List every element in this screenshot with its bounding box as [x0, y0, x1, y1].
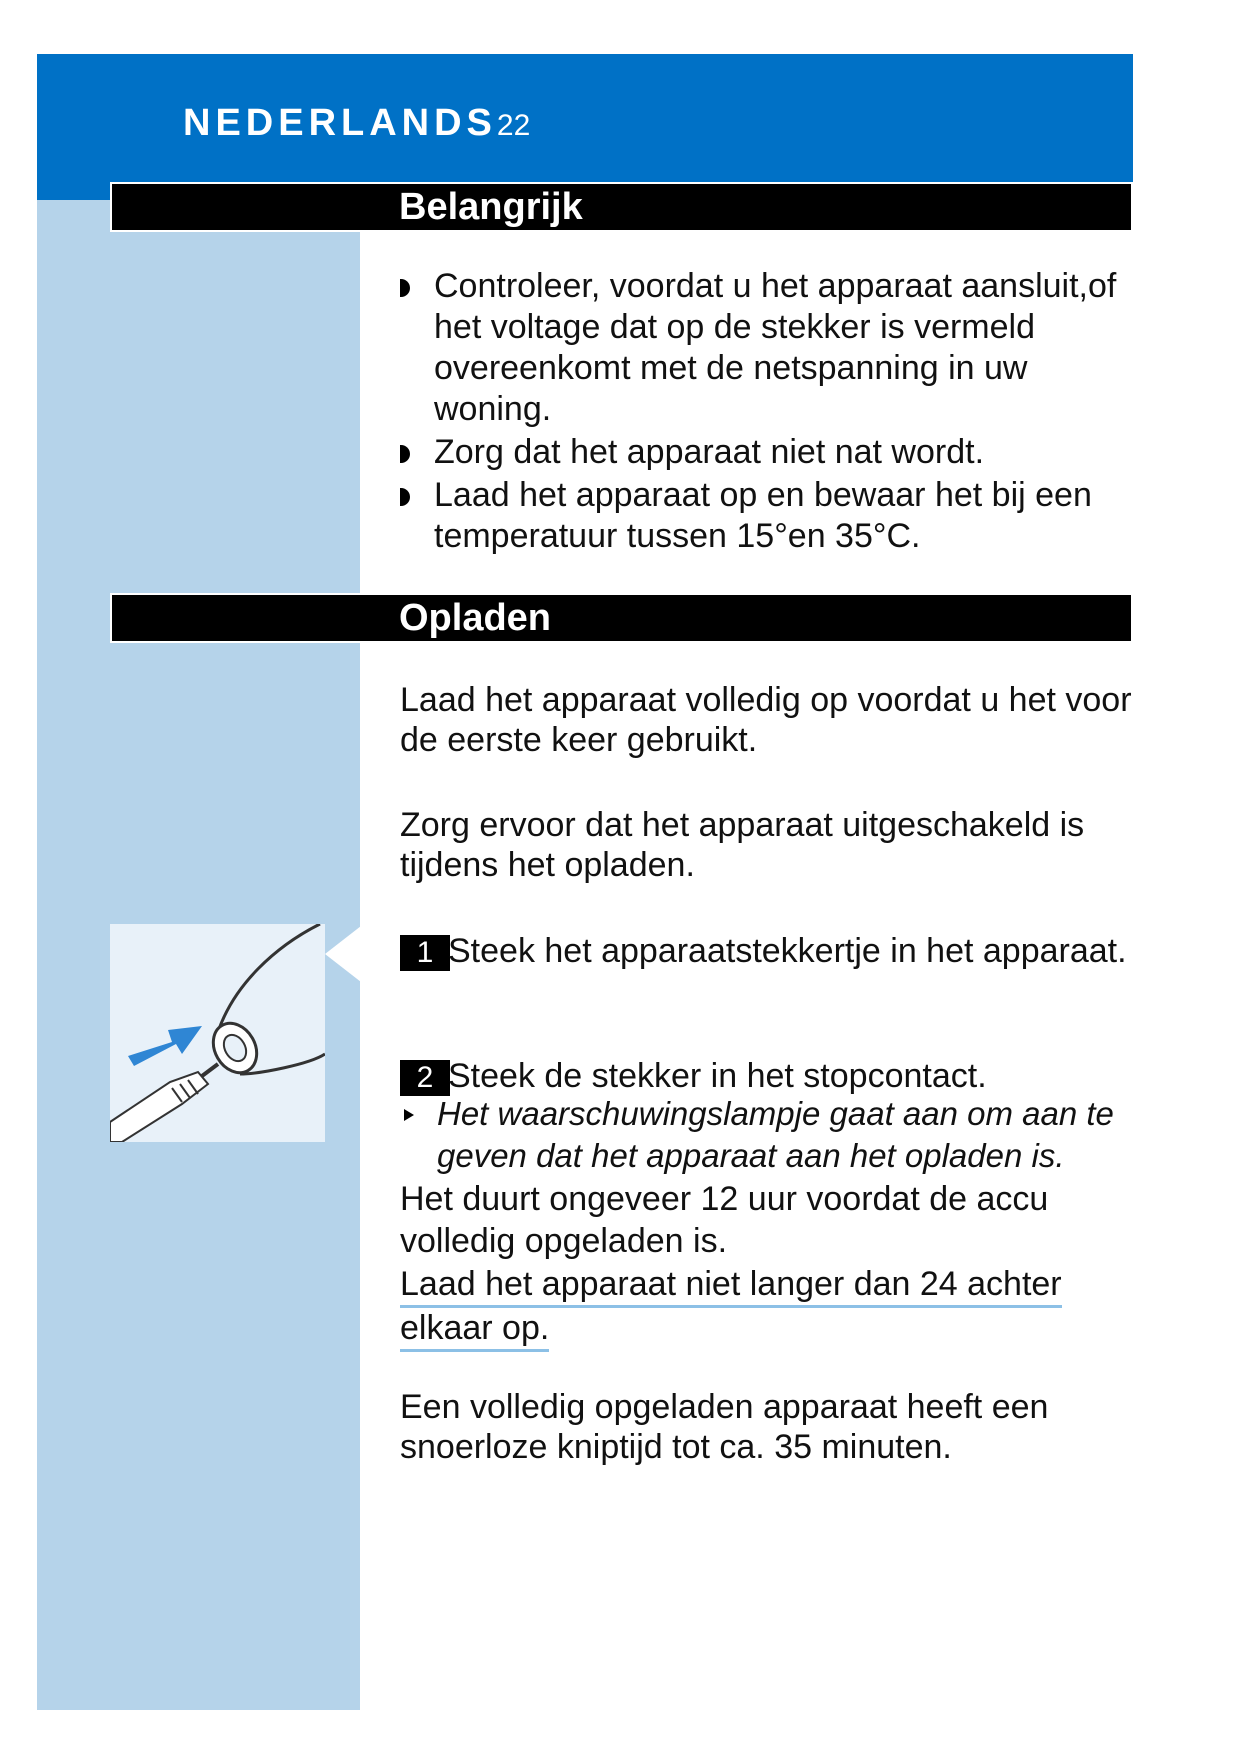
section-bar-opladen [110, 593, 1133, 643]
section-title-opladen: Opladen [399, 597, 552, 639]
section-title-belangrijk: Belangrijk [399, 186, 583, 228]
list-item: Controleer, voordat u het apparaat aansluit,of het voltage dat op de stekker is vermeld overeenkomt met de netspanning in uw woning. [400, 266, 1140, 430]
step-text-1: Steek het apparaatstekkertje in het apparaat. [448, 932, 1127, 970]
step-number-2: 2 [400, 1060, 450, 1096]
step-result: Het waarschuwingslampje gaat aan om aan te geven dat het apparaat aan het opladen is. [400, 1093, 1160, 1177]
cordless-time-note: Een volledig opgeladen apparaat heeft een snoerloze kniptijd tot ca. 35 minuten. [400, 1388, 1049, 1466]
section-bar-belangrijk [110, 182, 1133, 232]
language-label: NEDERLANDS [183, 102, 497, 144]
page-number: 22 [496, 109, 531, 142]
bullet-icon [400, 279, 410, 297]
charging-illustration [110, 924, 325, 1142]
intro-paragraph: Laad het apparaat volledig op voordat u het voor de eerste keer gebruikt. [400, 681, 1132, 759]
step-2 [400, 1055, 1140, 1097]
list-item: Laad het apparaat op en bewaar het bij een temperatuur tussen 15°en 35°C. [400, 475, 1140, 557]
charging-time-note: Het duurt ongeveer 12 uur voordat de accu volledig opgeladen is. [400, 1180, 1049, 1260]
charging-warning: Laad het apparaat niet langer dan 24 achter elkaar op. [400, 1262, 1140, 1350]
page-title [183, 102, 530, 145]
step-number-1: 1 [400, 935, 450, 971]
illustration-pointer [325, 926, 361, 982]
bullet-icon [400, 445, 410, 463]
step-text-2: Steek de stekker in het stopcontact. [448, 1057, 987, 1095]
bullet-icon [400, 488, 410, 506]
plug-into-shaver-icon [110, 924, 325, 1142]
step-1 [400, 930, 1140, 972]
important-list [400, 266, 1140, 559]
list-item: Zorg dat het apparaat niet nat wordt. [400, 432, 1140, 473]
page-header [37, 54, 1133, 200]
intro-paragraph: Zorg ervoor dat het apparaat uitgeschakeld is tijdens het opladen. [400, 806, 1085, 884]
triangle-bullet-icon [404, 1109, 414, 1121]
